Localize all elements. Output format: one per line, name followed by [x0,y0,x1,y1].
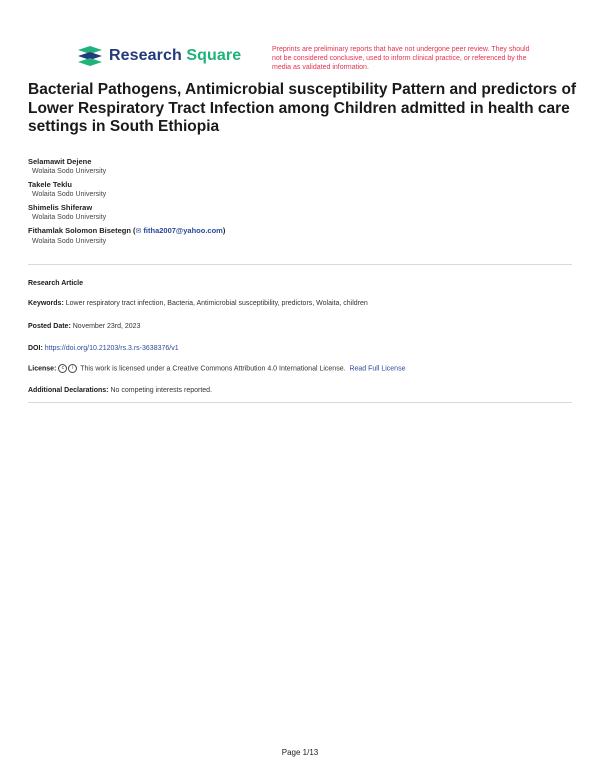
read-full-license-link[interactable]: Read Full License [349,365,406,373]
license-label: License: [28,365,57,373]
cc-icon: c [58,364,67,373]
author-entry [28,226,568,246]
divider [28,402,572,403]
author-name: Fithamlak Solomon Bisetegn [28,226,131,235]
declarations-value: No competing interests reported. [110,387,213,394]
author-entry [28,180,568,199]
keywords-line [28,299,572,308]
doi-label: DOI: [28,345,43,352]
author-affiliation: Wolaita Sodo University [32,168,107,175]
divider [28,264,572,265]
author-affiliation: Wolaita Sodo University [32,191,107,198]
research-square-logo-icon [77,45,103,67]
author-entry [28,157,568,176]
doi-line [28,344,572,353]
author-name: Takele Teklu [28,180,72,189]
declarations-label: Additional Declarations: [28,387,109,394]
keywords-label: Keywords: [28,300,64,307]
email-close-paren: ) [222,226,226,235]
logo-word-research: Research [109,47,182,64]
license-line [28,364,572,373]
paper-title: Bacterial Pathogens, Antimicrobial susceptibility Pattern and predictors of Lower Respiratory Tract Infection among Children admitted in health care settings in South Ethiopia [28,81,577,135]
author-entry [28,203,568,222]
license-text: This work is licensed under a Creative Commons Attribution 4.0 International License. [80,365,346,373]
cc-by-icon: i [68,364,77,373]
keywords-value: Lower respiratory tract infection, Bacteria, Antimicrobial susceptibility, predictors, Wolaita, children [65,300,368,307]
author-name: Shimelis Shiferaw [28,203,93,212]
envelope-icon: ✉ [135,228,142,235]
author-name-with-email [28,226,568,237]
author-email-link[interactable] [136,226,223,235]
logo-word-square: Square [186,47,242,64]
page-number: Page 1/13 [281,748,319,757]
article-type-label: Research Article [28,280,83,287]
preprint-disclaimer: Preprints are preliminary reports that have not undergone peer review. They should not be considered conclusive, used to inform clinical practice, or referenced by the media as validated information. [272,46,530,71]
author-affiliation: Wolaita Sodo University [32,238,107,245]
logo-wordmark [109,47,241,65]
author-name: Selamawit Dejene [28,157,92,166]
posted-date-line [28,322,572,331]
declarations-line [28,386,572,395]
author-affiliation: Wolaita Sodo University [32,214,107,221]
doi-link[interactable]: https://doi.org/10.21203/rs.3.rs-3638376/v1 [44,345,179,352]
article-type [28,279,572,288]
research-square-logo[interactable] [77,45,241,67]
posted-date-label: Posted Date: [28,323,71,330]
email-open-paren: ( [133,226,136,235]
author-list [28,157,568,250]
author-email: fitha2007@yahoo.com [143,226,223,235]
posted-date-value: November 23rd, 2023 [72,323,141,330]
